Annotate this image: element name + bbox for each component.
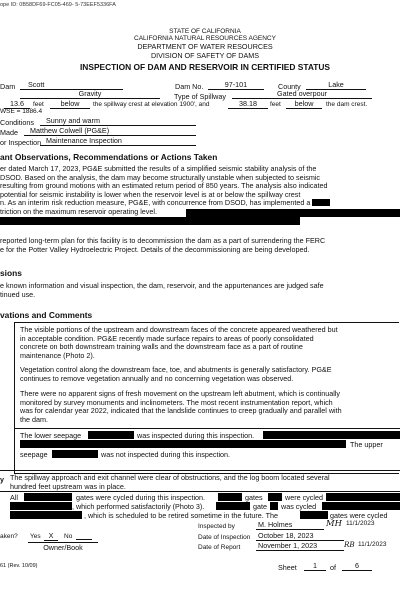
spillway-crest-text: the spillway crest at elevation 1900', and: [93, 101, 210, 108]
sheet-total: 6: [342, 561, 372, 571]
seepage-lower-label: The lower seepage: [20, 431, 82, 440]
reason-label: or Inspection: [0, 138, 42, 147]
feet-label-1: feet: [33, 101, 44, 108]
below-2-value: below: [286, 99, 322, 109]
sign-date-2: 11/1/2023: [358, 541, 387, 548]
dam-name-value: Scott: [20, 80, 123, 90]
level-2-value: 38.18: [228, 99, 268, 109]
seepage-upper-text: was not inspected during this inspection.: [101, 450, 231, 459]
yes-checkbox[interactable]: X: [44, 531, 58, 541]
yes-label: Yes: [30, 533, 41, 540]
feet-label-2: feet: [270, 101, 281, 108]
state-line: STATE OF CALIFORNIA: [169, 28, 241, 35]
section1-paragraph-2: reported long-term plan for this facility is to decommission the dam as a part of surrendering the FERC e for the Potter Valley Hydroelectric Project. Details of the decommissioning are being developed.: [0, 236, 326, 254]
section3-paragraph-1: The visible portions of the upstream and downstream faces of the concrete appeared weathered but in acceptable condition. PG&E recently made surface repairs to areas of poorly consolidated concrete on both downstream training walls and the downstream face as a part of routine maintenance (Photo 2).: [20, 325, 338, 360]
section-conclusions-heading: sions: [0, 268, 22, 278]
inspector-initials: MH: [326, 518, 342, 528]
dam-type-value: Gravity: [20, 89, 160, 99]
redaction: [326, 493, 400, 501]
report-date-value: November 1, 2023: [256, 541, 344, 551]
county-value: Lake: [306, 80, 366, 90]
seepage-upper-word: seepage: [20, 450, 48, 459]
inspection-date-label: Date of Inspection: [198, 534, 251, 541]
dam-crest-text: the dam crest.: [326, 101, 368, 108]
form-number: 61 (Rev. 10/09): [0, 563, 38, 569]
no-checkbox[interactable]: [76, 531, 92, 540]
gates-all-label: All: [10, 493, 18, 502]
dam-no-label: Dam No.: [175, 82, 204, 91]
sheet-label: Sheet: [278, 563, 297, 572]
inspection-date-value: October 18, 2023: [256, 531, 344, 541]
divider: [14, 428, 400, 429]
conditions-label: Conditions: [0, 118, 34, 127]
below-1-value: below: [50, 99, 90, 109]
owner-book-label: Owner/Book: [28, 542, 98, 552]
report-date-label: Date of Report: [198, 544, 241, 551]
redaction: [300, 511, 328, 519]
redaction: [186, 209, 400, 217]
gates-cycled-text: gates were cycled during this inspection.: [76, 493, 206, 502]
section3-paragraph-2: Vegetation control along the downstream face, toe, and abutments is generally satisfactory. PG&E continues to remove vegetation annually and no concerning vegetation was observed.: [20, 365, 332, 383]
wse-value: WSE = 1886.4: [0, 108, 43, 115]
division-line: DIVISION OF SAFETY OF DAMS: [150, 51, 260, 60]
inspected-by-value: M. Holmes: [256, 520, 324, 530]
section2-paragraph: e known information and visual inspection, the dam, reservoir, and the appurtenances are judged safe tinued use.: [0, 281, 324, 299]
dam-no-value: 97-101: [208, 80, 264, 90]
level-1-value: 13.6: [4, 99, 30, 109]
redaction: [263, 431, 400, 439]
conditions-value: Sunny and warm: [40, 116, 196, 126]
redaction: [270, 502, 278, 510]
agency-line: CALIFORNIA NATURAL RESOURCES AGENCY: [134, 35, 276, 42]
section1-paragraph-1: er dated March 17, 2023, PG&E submitted the results of a simplified seismic stability analysis of the DSOD. Based on the analysis, the dam may become structurally unstable when subjected to seismic resulting from ground motions with an estimated return period of 850 years. The analysis also indicated potential for seismic instability is lower when the reservoir level is at or below the spillway crest n. As an interim risk reduction measure, PG&E, with concurrence from DSOD, has implemented a triction on the maximum reservoir operating level.: [0, 165, 400, 217]
made-by-value: Matthew Colwell (PG&E): [24, 126, 196, 136]
gates-label: gates: [245, 493, 263, 502]
gate-label: gate: [253, 502, 267, 511]
no-label: No: [64, 533, 73, 540]
seepage-lower-text: was inspected during this inspection.: [137, 431, 255, 440]
gates-retired-text: , which is scheduled to be retired sometime in the future. The: [84, 511, 279, 520]
section-observations-heading: ant Observations, Recommendations or Actions Taken: [0, 152, 218, 162]
redaction: [24, 493, 72, 501]
photos-taken-label: aken?: [0, 533, 18, 540]
sign-date-1: 11/1/2023: [346, 520, 375, 527]
redaction: [10, 511, 82, 519]
spillway-paragraph: The spillway approach and exit channel were clear of obstructions, and the log boom located several hundred feet upstream was in place.: [10, 473, 330, 491]
redaction: [20, 440, 346, 448]
redaction: [322, 502, 400, 510]
redaction: [268, 493, 282, 501]
page-title: INSPECTION OF DAM AND RESERVOIR IN CERTIFIED STATUS: [79, 62, 331, 72]
redaction: [52, 450, 98, 458]
divider: [0, 491, 400, 492]
section-comments-heading: vations and Comments: [0, 310, 93, 320]
redaction: [0, 217, 300, 225]
envelope-id: ope ID: 0B58DF69-FC05-469- 5-73EEF5336FA: [0, 2, 116, 8]
divider: [0, 470, 400, 471]
redaction: [88, 431, 134, 439]
section3-paragraph-3: There were no apparent signs of fresh movement on the upstream left abutment, which is continually monitored by survey monuments and inclinometers. The most recent instrumentation report, which was for calendar year 2022, indicated that the landslide continues to creep gradually and parallel with the dam.: [20, 389, 342, 424]
department-line: DEPARTMENT OF WATER RESOURCES: [137, 42, 273, 51]
dam-label: Dam: [0, 82, 16, 91]
redaction: [10, 502, 72, 510]
sheet-number: 1: [304, 561, 326, 571]
gates-were-cycled-2: gates were cycled: [330, 511, 388, 520]
inspected-by-label: Inspected by: [198, 523, 235, 530]
reason-value: Maintenance Inspection: [40, 136, 196, 146]
spillway-side-label: y: [0, 475, 4, 484]
spillway-type-label: Type of Spillway: [174, 92, 226, 101]
redaction: [216, 502, 250, 510]
gates-were-cycled: were cycled: [285, 493, 323, 502]
spillway-type-value: Gated overpour: [232, 89, 372, 99]
gate-was-cycled: was cycled: [281, 502, 317, 511]
county-label: County: [278, 82, 301, 91]
made-label: Made: [0, 128, 18, 137]
redaction: [218, 493, 242, 501]
seepage-upper-label: The upper: [350, 440, 383, 449]
gates-performed-text: , which performed satisfactorily (Photo 3).: [72, 502, 205, 511]
reviewer-initials: RB: [344, 540, 355, 549]
of-label: of: [330, 563, 336, 572]
redaction: [312, 199, 330, 206]
